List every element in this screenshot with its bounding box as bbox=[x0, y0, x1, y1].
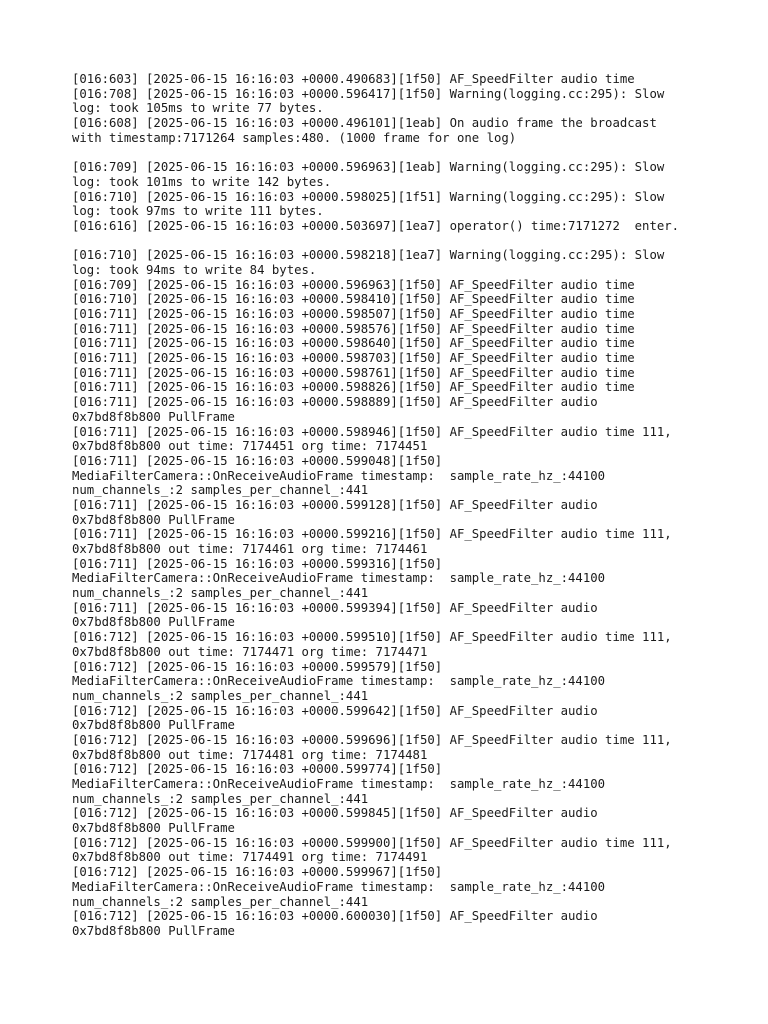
log-document bbox=[72, 72, 732, 939]
log-line: 0x7bd8f8b800 out time: 7174451 org time: 7174451 bbox=[72, 439, 428, 454]
log-line: [016:712] [2025-06-15 16:16:03 +0000.599845][1f50] AF_SpeedFilter audio bbox=[72, 806, 598, 821]
log-line: [016:710] [2025-06-15 16:16:03 +0000.598218][1ea7] Warning(logging.cc:295): Slow bbox=[72, 248, 665, 263]
log-line: num_channels_:2 samples_per_channel_:441 bbox=[72, 894, 369, 909]
log-line: [016:711] [2025-06-15 16:16:03 +0000.599128][1f50] AF_SpeedFilter audio bbox=[72, 497, 598, 512]
log-line: log: took 101ms to write 142 bytes. bbox=[72, 174, 332, 189]
log-line: 0x7bd8f8b800 PullFrame bbox=[72, 615, 235, 630]
log-line: with timestamp:7171264 samples:480. (1000 frame for one log) bbox=[72, 130, 517, 145]
log-line: 0x7bd8f8b800 PullFrame bbox=[72, 821, 235, 836]
log-line: [016:711] [2025-06-15 16:16:03 +0000.598576][1f50] AF_SpeedFilter audio time bbox=[72, 321, 635, 336]
log-line: log: took 97ms to write 111 bytes. bbox=[72, 204, 324, 219]
log-line: [016:712] [2025-06-15 16:16:03 +0000.599967][1f50] bbox=[72, 865, 443, 880]
log-body bbox=[72, 72, 732, 939]
log-line: [016:711] [2025-06-15 16:16:03 +0000.598640][1f50] AF_SpeedFilter audio time bbox=[72, 336, 635, 351]
log-line: [016:712] [2025-06-15 16:16:03 +0000.599579][1f50] bbox=[72, 659, 443, 674]
log-line: [016:712] [2025-06-15 16:16:03 +0000.599510][1f50] AF_SpeedFilter audio time 111, bbox=[72, 630, 672, 645]
log-line: num_channels_:2 samples_per_channel_:441 bbox=[72, 483, 369, 498]
log-line: [016:710] [2025-06-15 16:16:03 +0000.598025][1f51] Warning(logging.cc:295): Slow bbox=[72, 189, 665, 204]
log-line: [016:711] [2025-06-15 16:16:03 +0000.599316][1f50] bbox=[72, 556, 443, 571]
log-line: [016:711] [2025-06-15 16:16:03 +0000.599394][1f50] AF_SpeedFilter audio bbox=[72, 600, 598, 615]
log-line: num_channels_:2 samples_per_channel_:441 bbox=[72, 688, 369, 703]
blank-line bbox=[72, 234, 732, 249]
log-line: [016:712] [2025-06-15 16:16:03 +0000.599774][1f50] bbox=[72, 762, 443, 777]
log-line: [016:709] [2025-06-15 16:16:03 +0000.596963][1f50] AF_SpeedFilter audio time bbox=[72, 277, 635, 292]
log-line: [016:711] [2025-06-15 16:16:03 +0000.598507][1f50] AF_SpeedFilter audio time bbox=[72, 307, 635, 321]
log-line: [016:711] [2025-06-15 16:16:03 +0000.598946][1f50] AF_SpeedFilter audio time 111, bbox=[72, 424, 672, 439]
log-line: MediaFilterCamera::OnReceiveAudioFrame timestamp: sample_rate_hz_:44100 bbox=[72, 777, 606, 791]
log-line: [016:712] [2025-06-15 16:16:03 +0000.600030][1f50] AF_SpeedFilter audio bbox=[72, 909, 598, 924]
log-line: 0x7bd8f8b800 out time: 7174491 org time: 7174491 bbox=[72, 850, 428, 865]
log-line: [016:608] [2025-06-15 16:16:03 +0000.496101][1eab] On audio frame the broadcast bbox=[72, 116, 657, 131]
log-line: [016:710] [2025-06-15 16:16:03 +0000.598410][1f50] AF_SpeedFilter audio time bbox=[72, 292, 635, 307]
log-line: MediaFilterCamera::OnReceiveAudioFrame timestamp: sample_rate_hz_:44100 bbox=[72, 468, 606, 483]
log-line: 0x7bd8f8b800 out time: 7174461 org time: 7174461 bbox=[72, 542, 428, 556]
log-line: [016:711] [2025-06-15 16:16:03 +0000.598889][1f50] AF_SpeedFilter audio bbox=[72, 395, 598, 410]
log-line: [016:603] [2025-06-15 16:16:03 +0000.490683][1f50] AF_SpeedFilter audio time bbox=[72, 72, 635, 86]
log-line: [016:712] [2025-06-15 16:16:03 +0000.599900][1f50] AF_SpeedFilter audio time 111, bbox=[72, 835, 672, 850]
log-line: num_channels_:2 samples_per_channel_:441 bbox=[72, 586, 369, 601]
log-line: MediaFilterCamera::OnReceiveAudioFrame timestamp: sample_rate_hz_:44100 bbox=[72, 674, 606, 689]
log-line: 0x7bd8f8b800 PullFrame bbox=[72, 512, 235, 527]
log-line: [016:709] [2025-06-15 16:16:03 +0000.596963][1eab] Warning(logging.cc:295): Slow bbox=[72, 160, 665, 175]
log-line: [016:712] [2025-06-15 16:16:03 +0000.599642][1f50] AF_SpeedFilter audio bbox=[72, 703, 598, 718]
log-line: [016:711] [2025-06-15 16:16:03 +0000.598703][1f50] AF_SpeedFilter audio time bbox=[72, 351, 635, 366]
blank-line bbox=[72, 145, 732, 160]
log-line: MediaFilterCamera::OnReceiveAudioFrame timestamp: sample_rate_hz_:44100 bbox=[72, 571, 606, 586]
log-line: 0x7bd8f8b800 PullFrame bbox=[72, 923, 235, 938]
log-line: log: took 94ms to write 84 bytes. bbox=[72, 262, 317, 277]
log-line: [016:708] [2025-06-15 16:16:03 +0000.596417][1f50] Warning(logging.cc:295): Slow bbox=[72, 86, 665, 101]
log-line: [016:711] [2025-06-15 16:16:03 +0000.599216][1f50] AF_SpeedFilter audio time 111, bbox=[72, 527, 672, 542]
log-line: 0x7bd8f8b800 out time: 7174481 org time: 7174481 bbox=[72, 747, 428, 762]
log-line: [016:616] [2025-06-15 16:16:03 +0000.503697][1ea7] operator() time:7171272 enter. bbox=[72, 218, 680, 233]
log-line: MediaFilterCamera::OnReceiveAudioFrame timestamp: sample_rate_hz_:44100 bbox=[72, 879, 606, 894]
log-line: [016:711] [2025-06-15 16:16:03 +0000.598761][1f50] AF_SpeedFilter audio time bbox=[72, 365, 635, 380]
log-line: 0x7bd8f8b800 PullFrame bbox=[72, 409, 235, 424]
log-line: 0x7bd8f8b800 out time: 7174471 org time: 7174471 bbox=[72, 644, 428, 659]
log-line: num_channels_:2 samples_per_channel_:441 bbox=[72, 791, 369, 806]
log-line: [016:711] [2025-06-15 16:16:03 +0000.599048][1f50] bbox=[72, 453, 443, 468]
log-line: [016:712] [2025-06-15 16:16:03 +0000.599696][1f50] AF_SpeedFilter audio time 111, bbox=[72, 732, 672, 747]
log-line: log: took 105ms to write 77 bytes. bbox=[72, 101, 324, 116]
log-line: 0x7bd8f8b800 PullFrame bbox=[72, 718, 235, 733]
log-line: [016:711] [2025-06-15 16:16:03 +0000.598826][1f50] AF_SpeedFilter audio time bbox=[72, 380, 635, 395]
